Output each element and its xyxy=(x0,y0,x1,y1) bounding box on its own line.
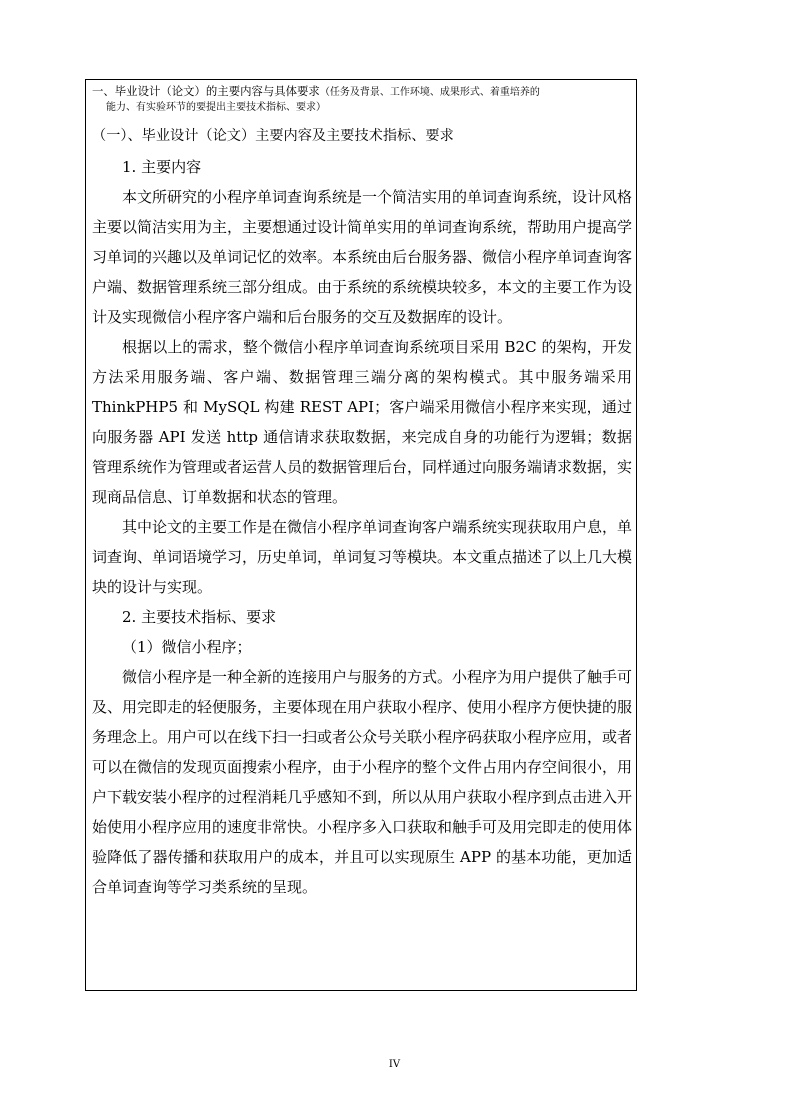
subheading-wechat-mini-program: （1）微信小程序； xyxy=(122,638,252,656)
header-note-part2: 能力、有实验环节的要提出主要技术指标、要求） xyxy=(106,102,326,113)
heading-technical-requirements: 2. 主要技术指标、要求 xyxy=(122,608,277,626)
page-number: IV xyxy=(388,1059,401,1070)
section-title: （一）、毕业设计（论文）主要内容及主要技术指标、要求 xyxy=(92,128,454,144)
paragraph: 微信小程序是一种全新的连接用户与服务的方式。小程序为用户提供了触手可及、用完即走的轻便服务，主要体现在用户获取小程序、使用小程序方便快捷的服务理念上。用户可以在线下扫一扫或者公众号关联小程序码获取小程序应用，或者可以在微信的发现页面搜索小程序，由于小程序的整个文件占用内存空间很小，用户下载安装小程序的过程消耗几乎感知不到，所以从用户获取小程序到点击进入开始使用小程序应用的速度非常快。小程序多入口获取和触手可及用完即走的使用体验降低了器传播和获取用户的成本，并且可以实现原生 APP 的基本功能，更加适合单词查询等学习类系统的呈现。 xyxy=(92,668,633,896)
header-title: 一、毕业设计（论文）的主要内容与具体要求 xyxy=(92,84,320,98)
main-content xyxy=(92,152,632,902)
table-header-line-1 xyxy=(92,83,637,101)
paragraph: 本文所研究的小程序单词查询系统是一个简洁实用的单词查询系统，设计风格主要以简洁实用为主，主要想通过设计简单实用的单词查询系统，帮助用户提高学习单词的兴趣以及单词记忆的效率。本系统由后台服务器、微信小程序单词查询客户端、数据管理系统三部分组成。由于系统的系统模块较多，本文的主要工作为设计及实现微信小程序客户端和后台服务的交互及数据库的设计。 xyxy=(92,188,633,326)
paragraph: 其中论文的主要工作是在微信小程序单词查询客户端系统实现获取用户息，单词查询、单词语境学习，历史单词，单词复习等模块。本文重点描述了以上几大模块的设计与实现。 xyxy=(92,518,633,596)
heading-main-content: 1. 主要内容 xyxy=(122,158,202,176)
header-note-part1: （任务及背景、工作环境、成果形式、着重培养的 xyxy=(319,87,540,98)
paragraph: 根据以上的需求，整个微信小程序单词查询系统项目采用 B2C 的架构，开发方法采用服务端、客户端、数据管理三端分离的架构模式。其中服务端采用 ThinkPHP5 和 MySQL 构建 REST API；客户端采用微信小程序来实现，通过向服务器 API 发送 http 通信请求获取数据，来完成自身的功能行为逻辑；数据管理系统作为管理或者运营人员的数据管理后台，同样通过向服务端请求数据，实现商品信息、订单数据和状态的管理。 xyxy=(92,338,633,506)
